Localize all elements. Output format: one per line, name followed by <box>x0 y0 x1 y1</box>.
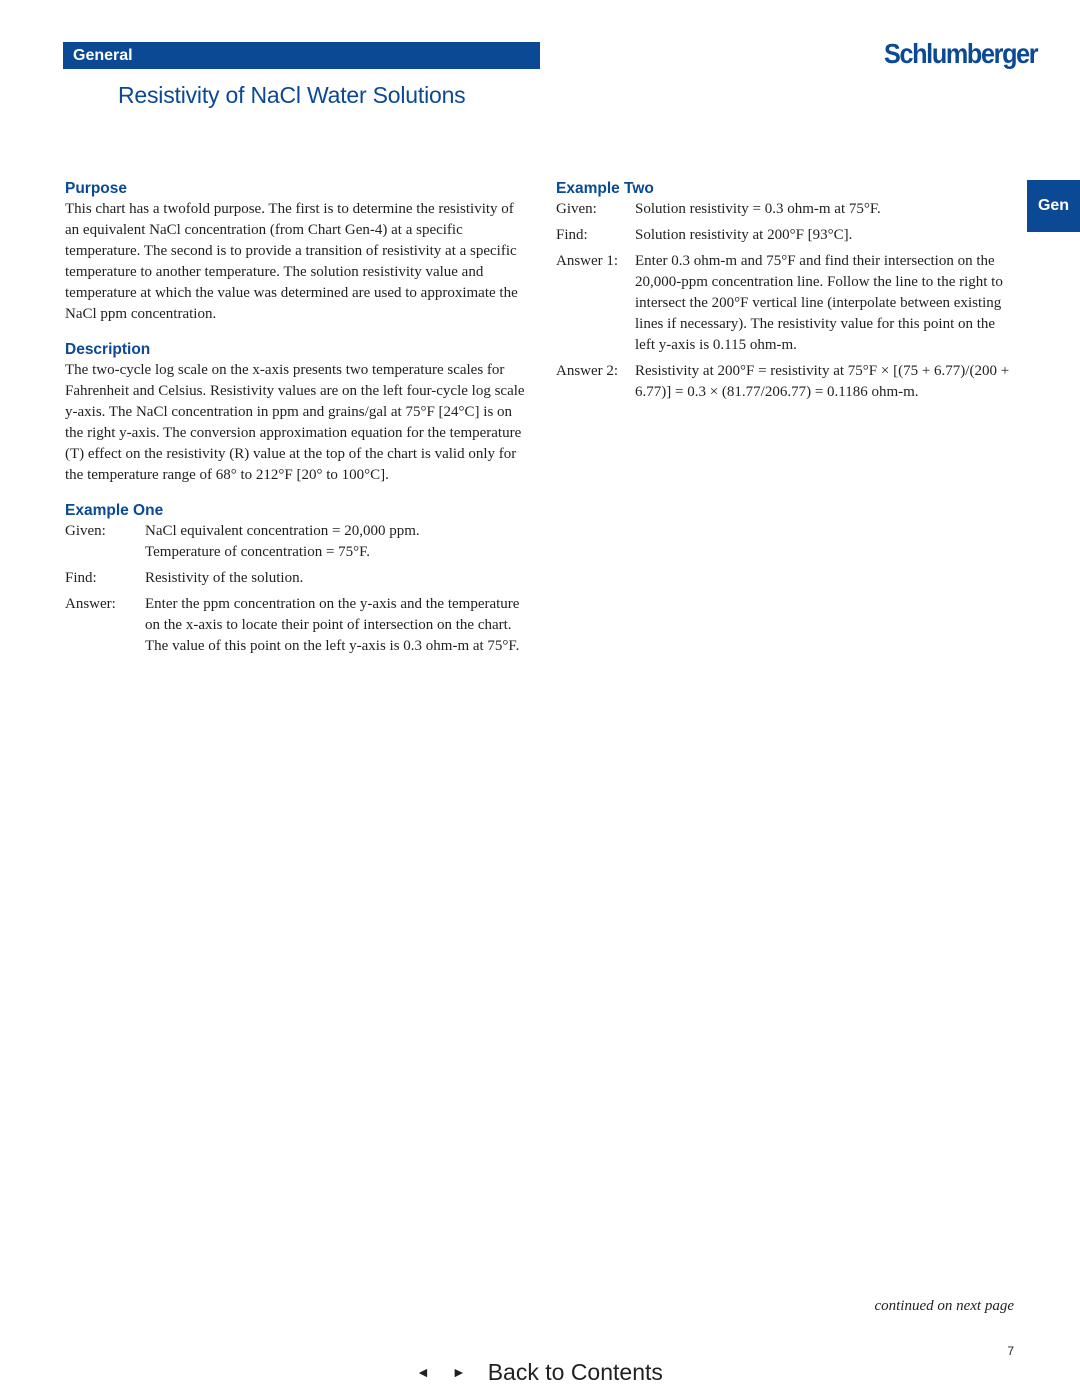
purpose-section <box>65 178 527 325</box>
answer-value <box>145 594 527 657</box>
prev-page-arrow-icon[interactable]: ◄ <box>416 1364 430 1380</box>
example-one-given-row <box>65 521 527 563</box>
example-one-find-row <box>65 568 527 589</box>
answer-line: Enter the ppm concentration on the y-axis and the temperature on the x-axis to locate their point of intersection on the chart. The value of this point on the left y-axis is 0.3 ohm-m at 75°F. <box>145 596 520 654</box>
answer1-value <box>635 251 1018 356</box>
purpose-heading: Purpose <box>65 180 128 197</box>
find-label: Find: <box>65 570 97 586</box>
next-page-arrow-icon[interactable]: ► <box>451 1364 466 1380</box>
page-number: 7 <box>1007 1344 1014 1358</box>
page-title: Resistivity of NaCl Water Solutions <box>118 82 466 108</box>
answer-label: Answer: <box>65 596 116 612</box>
given-line: NaCl equivalent concentration = 20,000 ppm. <box>145 523 420 539</box>
given-label: Given: <box>556 201 597 217</box>
purpose-text: This chart has a twofold purpose. The first is to determine the resistivity of an equivalent NaCl concentration (from Chart Gen-4) at a specific temperature. The second is to provide a transition of resistivity at a specific temperature to another temperature. The solution resistivity value and temperature at which the value was determined are used to approximate the NaCl ppm concentration. <box>65 201 518 322</box>
find-value <box>635 225 1018 246</box>
find-label: Find: <box>556 227 588 243</box>
given-line: Temperature of concentration = 75°F. <box>145 544 371 560</box>
continued-note: continued on next page <box>874 1298 1014 1314</box>
example-two-find-row <box>556 225 1018 246</box>
example-one-heading: Example One <box>65 502 164 519</box>
description-heading: Description <box>65 341 151 358</box>
back-to-contents-link[interactable]: Back to Contents <box>487 1358 663 1385</box>
answer2-label: Answer 2: <box>556 363 619 379</box>
find-value <box>145 568 527 589</box>
example-two-section <box>556 178 1018 403</box>
answer2-value <box>635 361 1018 403</box>
schlumberger-logo: Schlumberger <box>884 38 1038 69</box>
right-column <box>556 178 1018 417</box>
given-value <box>635 199 1018 220</box>
given-value <box>145 521 527 563</box>
answer2-line: Resistivity at 200°F = resistivity at 75°F × [(75 + 6.77)/(200 + 6.77)] = 0.3 × (81.77/206.77) = 0.1186 ohm-m. <box>635 363 1010 400</box>
description-section <box>65 339 527 486</box>
example-one-answer-row <box>65 594 527 657</box>
answer1-line: Enter 0.3 ohm-m and 75°F and find their intersection on the 20,000-ppm concentration line. Follow the line to the right to intersect the 200°F vertical line (interpolate between existing lines if necessary). The resistivity value for this point on the left y-axis is 0.115 ohm-m. <box>635 253 1003 353</box>
side-tab-gen[interactable]: Gen <box>1027 180 1080 232</box>
example-two-heading: Example Two <box>556 180 654 197</box>
given-label: Given: <box>65 523 106 539</box>
given-line: Solution resistivity = 0.3 ohm-m at 75°F. <box>635 201 881 217</box>
example-one-section <box>65 500 527 657</box>
example-two-answer2-row <box>556 361 1018 403</box>
find-line: Solution resistivity at 200°F [93°C]. <box>635 227 853 243</box>
find-line: Resistivity of the solution. <box>145 570 304 586</box>
answer1-label: Answer 1: <box>556 253 619 269</box>
footer-navigation <box>416 1356 663 1388</box>
description-text: The two-cycle log scale on the x-axis presents two temperature scales for Fahrenheit and Celsius. Resistivity values are on the left four-cycle log scale y-axis. The NaCl concentration in ppm and grains/gal at 75°F [24°C] is on the right y-axis. The conversion approximation equation for the temperature (T) effect on the resistivity (R) value at the top of the chart is valid only for the temperature range of 68° to 212°F [20° to 100°C]. <box>65 362 525 483</box>
example-two-given-row <box>556 199 1018 220</box>
left-column <box>65 178 527 671</box>
example-two-answer1-row <box>556 251 1018 356</box>
section-label-bar: General <box>63 42 540 69</box>
